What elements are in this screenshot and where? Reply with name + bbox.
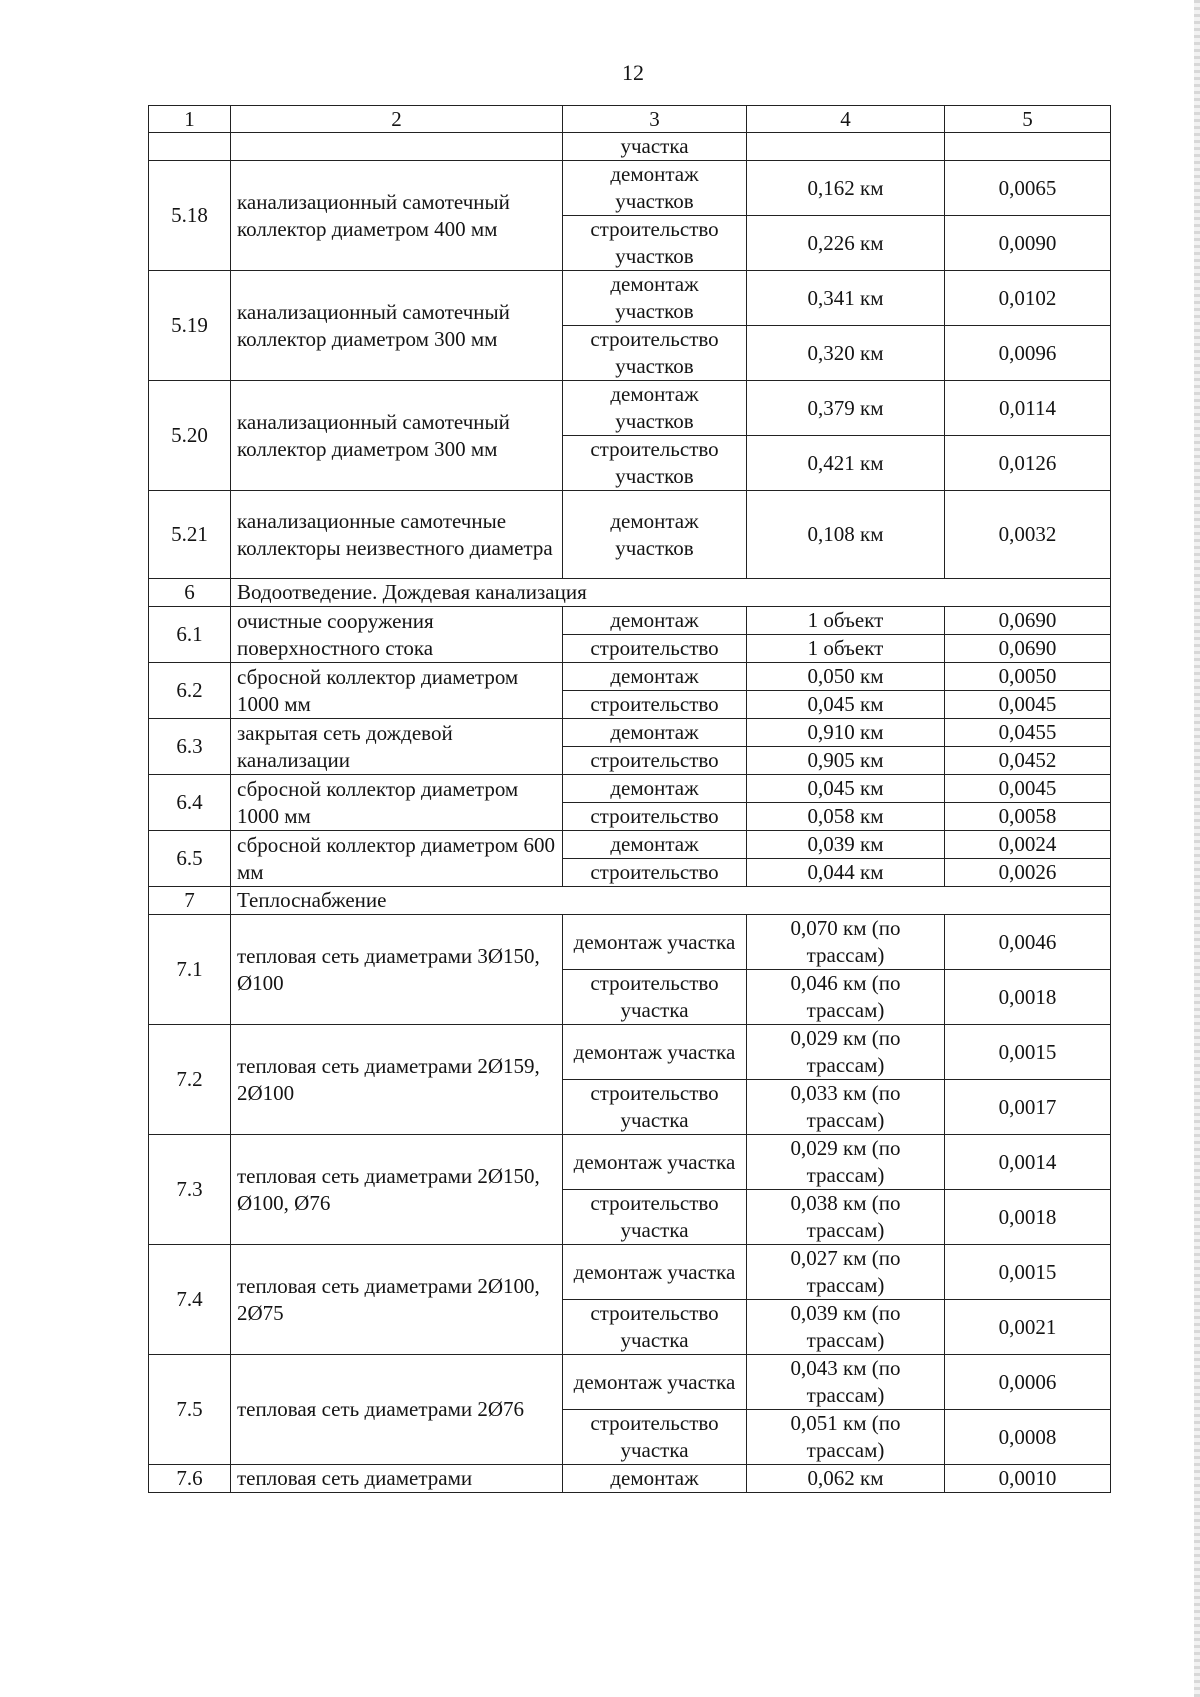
table-header-row (149, 106, 1111, 133)
value-cell: 0,0058 (945, 803, 1111, 831)
action-cell: строительство (563, 803, 747, 831)
value-cell: 0,0065 (945, 161, 1111, 216)
data-table (148, 105, 1111, 1493)
value-cell: 0,0008 (945, 1410, 1111, 1465)
row-number-cell: 6.3 (149, 719, 231, 775)
action-cell: демонтаж участков (563, 381, 747, 436)
row-number-cell: 6.2 (149, 663, 231, 719)
column-header: 2 (231, 106, 563, 133)
action-cell: демонтаж участка (563, 915, 747, 970)
quantity-cell: 0,058 км (747, 803, 945, 831)
row-number-cell: 6.1 (149, 607, 231, 663)
page-number: 12 (622, 60, 644, 85)
quantity-cell: 0,341 км (747, 271, 945, 326)
column-header: 5 (945, 106, 1111, 133)
row-number-cell: 7.1 (149, 915, 231, 1025)
table-row (149, 1025, 1111, 1080)
quantity-cell: 0,062 км (747, 1465, 945, 1493)
section-number: 7 (149, 887, 231, 915)
table-row (149, 1135, 1111, 1190)
quantity-cell: 1 объект (747, 607, 945, 635)
item-name-cell: закрытая сеть дождевой канализации (231, 719, 563, 775)
item-name-cell: тепловая сеть диаметрами 2Ø159, 2Ø100 (231, 1025, 563, 1135)
table-row (149, 915, 1111, 970)
action-cell: демонтаж (563, 719, 747, 747)
row-number-cell: 7.6 (149, 1465, 231, 1493)
scan-edge (1194, 0, 1200, 1697)
item-name-cell: канализационный самотечный коллектор диаметром 400 мм (231, 161, 563, 271)
row-number-cell: 5.18 (149, 161, 231, 271)
item-name-cell: тепловая сеть диаметрами (231, 1465, 563, 1493)
value-cell: 0,0015 (945, 1025, 1111, 1080)
quantity-cell: 0,050 км (747, 663, 945, 691)
table-row (149, 719, 1111, 747)
quantity-cell: 0,033 км (по трассам) (747, 1080, 945, 1135)
quantity-cell: 0,162 км (747, 161, 945, 216)
action-cell: демонтаж участка (563, 1245, 747, 1300)
action-cell: демонтаж (563, 831, 747, 859)
value-cell: 0,0045 (945, 775, 1111, 803)
quantity-cell: 0,045 км (747, 691, 945, 719)
table-row (149, 831, 1111, 859)
quantity-cell: 0,029 км (по трассам) (747, 1025, 945, 1080)
table-row (149, 491, 1111, 579)
value-cell: 0,0024 (945, 831, 1111, 859)
quantity-cell: 0,226 км (747, 216, 945, 271)
action-cell: строительство участка (563, 1190, 747, 1245)
quantity-cell (747, 133, 945, 161)
action-cell: строительство участков (563, 436, 747, 491)
item-name-cell: тепловая сеть диаметрами 2Ø76 (231, 1355, 563, 1465)
table-row (149, 1245, 1111, 1300)
section-row (149, 579, 1111, 607)
action-cell: строительство участка (563, 1300, 747, 1355)
value-cell: 0,0114 (945, 381, 1111, 436)
action-cell: демонтаж участков (563, 271, 747, 326)
action-cell: демонтаж участка (563, 1135, 747, 1190)
quantity-cell: 0,029 км (по трассам) (747, 1135, 945, 1190)
action-cell: демонтаж участков (563, 491, 747, 579)
quantity-cell: 0,045 км (747, 775, 945, 803)
value-cell: 0,0015 (945, 1245, 1111, 1300)
item-name-cell (231, 133, 563, 161)
quantity-cell: 0,421 км (747, 436, 945, 491)
quantity-cell: 0,070 км (по трассам) (747, 915, 945, 970)
row-number-cell: 7.3 (149, 1135, 231, 1245)
value-cell: 0,0018 (945, 1190, 1111, 1245)
action-cell: строительство участка (563, 970, 747, 1025)
row-number-cell: 7.2 (149, 1025, 231, 1135)
value-cell: 0,0018 (945, 970, 1111, 1025)
table-row (149, 663, 1111, 691)
item-name-cell: сбросной коллектор диаметром 600 мм (231, 831, 563, 887)
column-header: 3 (563, 106, 747, 133)
value-cell: 0,0090 (945, 216, 1111, 271)
action-cell: демонтаж участка (563, 1025, 747, 1080)
quantity-cell: 0,039 км (747, 831, 945, 859)
value-cell: 0,0006 (945, 1355, 1111, 1410)
table-row (149, 607, 1111, 635)
item-name-cell: тепловая сеть диаметрами 2Ø150, Ø100, Ø76 (231, 1135, 563, 1245)
quantity-cell: 0,320 км (747, 326, 945, 381)
action-cell: строительство участков (563, 216, 747, 271)
quantity-cell: 0,027 км (по трассам) (747, 1245, 945, 1300)
continuation-row (149, 133, 1111, 161)
quantity-cell: 0,905 км (747, 747, 945, 775)
item-name-cell: очистные сооружения поверхностного стока (231, 607, 563, 663)
row-number-cell: 7.4 (149, 1245, 231, 1355)
value-cell: 0,0690 (945, 607, 1111, 635)
section-title: Водоотведение. Дождевая канализация (231, 579, 1111, 607)
row-number-cell: 5.21 (149, 491, 231, 579)
quantity-cell: 1 объект (747, 635, 945, 663)
value-cell: 0,0050 (945, 663, 1111, 691)
quantity-cell: 0,046 км (по трассам) (747, 970, 945, 1025)
quantity-cell: 0,044 км (747, 859, 945, 887)
item-name-cell: тепловая сеть диаметрами 2Ø100, 2Ø75 (231, 1245, 563, 1355)
value-cell (945, 133, 1111, 161)
value-cell: 0,0126 (945, 436, 1111, 491)
row-number-cell (149, 133, 231, 161)
action-cell: демонтаж (563, 775, 747, 803)
value-cell: 0,0455 (945, 719, 1111, 747)
item-name-cell: канализационные самотечные коллекторы неизвестного диаметра (231, 491, 563, 579)
action-cell: строительство (563, 691, 747, 719)
value-cell: 0,0690 (945, 635, 1111, 663)
action-cell: строительство участка (563, 1080, 747, 1135)
column-header: 1 (149, 106, 231, 133)
item-name-cell: тепловая сеть диаметрами 3Ø150, Ø100 (231, 915, 563, 1025)
item-name-cell: канализационный самотечный коллектор диаметром 300 мм (231, 381, 563, 491)
quantity-cell: 0,051 км (по трассам) (747, 1410, 945, 1465)
action-cell: демонтаж (563, 1465, 747, 1493)
item-name-cell: сбросной коллектор диаметром 1000 мм (231, 775, 563, 831)
value-cell: 0,0096 (945, 326, 1111, 381)
action-cell: строительство (563, 635, 747, 663)
value-cell: 0,0452 (945, 747, 1111, 775)
section-number: 6 (149, 579, 231, 607)
value-cell: 0,0046 (945, 915, 1111, 970)
table-row (149, 775, 1111, 803)
action-cell: строительство (563, 859, 747, 887)
item-name-cell: канализационный самотечный коллектор диаметром 300 мм (231, 271, 563, 381)
quantity-cell: 0,038 км (по трассам) (747, 1190, 945, 1245)
action-cell: строительство (563, 747, 747, 775)
quantity-cell: 0,910 км (747, 719, 945, 747)
action-cell: строительство участков (563, 326, 747, 381)
action-cell: демонтаж (563, 663, 747, 691)
value-cell: 0,0045 (945, 691, 1111, 719)
item-name-cell: сбросной коллектор диаметром 1000 мм (231, 663, 563, 719)
column-header: 4 (747, 106, 945, 133)
row-number-cell: 5.20 (149, 381, 231, 491)
row-number-cell: 5.19 (149, 271, 231, 381)
row-number-cell: 6.4 (149, 775, 231, 831)
value-cell: 0,0017 (945, 1080, 1111, 1135)
table-row (149, 1355, 1111, 1410)
table-row (149, 1465, 1111, 1493)
section-title: Теплоснабжение (231, 887, 1111, 915)
section-row (149, 887, 1111, 915)
action-cell: демонтаж участков (563, 161, 747, 216)
value-cell: 0,0010 (945, 1465, 1111, 1493)
quantity-cell: 0,379 км (747, 381, 945, 436)
value-cell: 0,0102 (945, 271, 1111, 326)
table-row (149, 161, 1111, 216)
quantity-cell: 0,108 км (747, 491, 945, 579)
value-cell: 0,0032 (945, 491, 1111, 579)
action-cell: демонтаж участка (563, 1355, 747, 1410)
row-number-cell: 6.5 (149, 831, 231, 887)
value-cell: 0,0026 (945, 859, 1111, 887)
action-cell: участка (563, 133, 747, 161)
table-row (149, 381, 1111, 436)
action-cell: демонтаж (563, 607, 747, 635)
table-row (149, 271, 1111, 326)
row-number-cell: 7.5 (149, 1355, 231, 1465)
quantity-cell: 0,039 км (по трассам) (747, 1300, 945, 1355)
quantity-cell: 0,043 км (по трассам) (747, 1355, 945, 1410)
value-cell: 0,0021 (945, 1300, 1111, 1355)
action-cell: строительство участка (563, 1410, 747, 1465)
value-cell: 0,0014 (945, 1135, 1111, 1190)
